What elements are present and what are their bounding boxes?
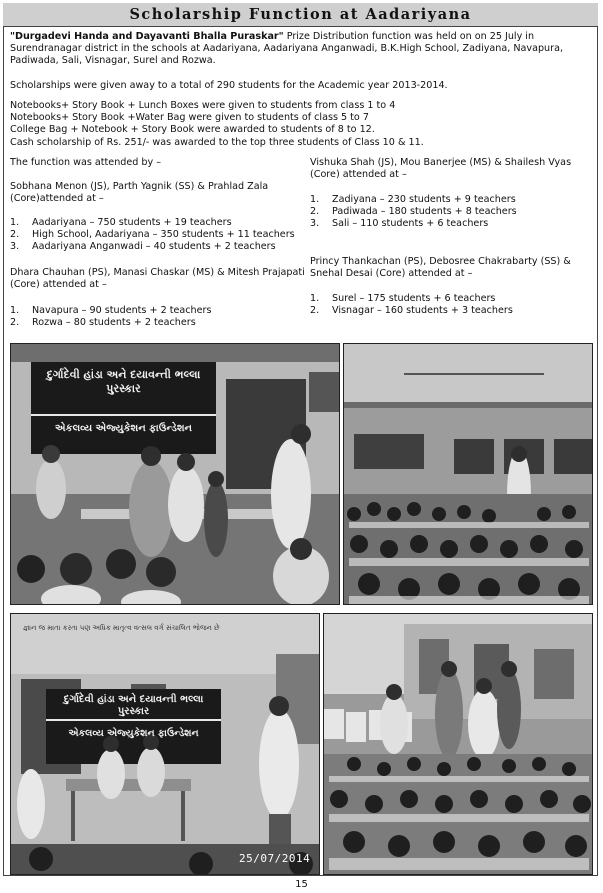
banner-line-1: દુર્ગાદેવી હાંડા અને દયાવન્તી ભલ્લા પુરસ્કાર (46, 368, 201, 395)
list-item: 3. Sali – 110 students + 6 teachers (310, 218, 489, 230)
group2-list (10, 305, 305, 329)
photo-speaker-at-table (10, 613, 320, 875)
list-item: 2. Visnagar – 160 students + 3 teachers (310, 305, 513, 317)
list-item: 1. Aadariyana – 750 students + 19 teachers (10, 217, 232, 228)
photo-students-in-hall (343, 343, 593, 605)
group3-attendees: Vishuka Shah (JS), Mou Banerjee (MS) & Shailesh Vyas (Core) attended at – (310, 157, 572, 181)
wall-text: જ્ઞાન જ માતા કરતા પણ અધિક માતૃત્વ વત્સલ વર્ગ સંચાલિત ભોજન છે (23, 624, 220, 632)
event-text: Prize Distribution function was held on on 25 July in Surendranagar district in the schools at Aadariyana, Aadariyana Anganwadi, B.K.High School, Zadiyana, Navapura, Padiwada, Sali, Visnagar, Surel and Rozwa. (10, 31, 564, 67)
group2-attendees: Dhara Chauhan (PS), Manasi Chaskar (MS) & Mitesh Prajapati (Core) attended at – (10, 267, 305, 291)
award-line: Notebooks+ Story Book +Water Bag were given to students of class 5 to 7 (10, 112, 369, 124)
list-item: 1. Surel – 175 students + 6 teachers (310, 293, 496, 304)
group3-list (310, 194, 595, 231)
group1-attendees: Sobhana Menon (JS), Parth Yagnik (SS) & Prahlad Zala (Core)attended at – (10, 181, 269, 205)
intro-paragraph (10, 31, 594, 68)
list-item: 1. Zadiyana – 230 students + 9 teachers (310, 194, 516, 205)
award-line: Notebooks+ Story Book + Lunch Boxes were given to students from class 1 to 4 (10, 100, 396, 111)
page-number: 15 (295, 879, 308, 890)
award-line: College Bag + Notebook + Story Book were awarded to students of 8 to 12. (10, 124, 375, 136)
photo-image (344, 344, 593, 605)
group4-list (310, 293, 595, 317)
awards-block (10, 100, 594, 149)
banner-line-1: દુર્ગાદેવી હાંડા અને દયાવન્તી ભલ્લા પુરસ્કાર (63, 694, 204, 717)
photo-prize-distribution-stage (10, 343, 340, 605)
scholarships-text: Scholarships were given away to a total of 290 students for the Academic year 2013-2014. (10, 80, 448, 91)
photo-image (324, 614, 593, 875)
event-name: "Durgadevi Handa and Dayavanti Bhalla Puraskar" (10, 31, 284, 42)
list-item: 2. Rozwa – 80 students + 2 teachers (10, 317, 196, 329)
attended-by-text: The function was attended by – (10, 157, 162, 168)
photo-outdoor-gathering (323, 613, 593, 875)
photo-image (11, 614, 320, 875)
list-item: 2. High School, Aadariyana – 350 students + 11 teachers (10, 229, 295, 241)
banner-line-2: એકલવ્ય એજ્યુકેશન ફાઉન્ડેશન (68, 728, 199, 739)
award-line: Cash scholarship of Rs. 251/- was awarded to the top three students of Class 10 & 11. (10, 136, 424, 148)
page-title: Scholarship Function at Aadariyana (3, 3, 598, 27)
group1-list (10, 217, 305, 254)
list-item: 2. Padiwada – 180 students + 8 teachers (310, 206, 517, 218)
banner-line-2: એકલવ્ય એજ્યુકેશન ફાઉન્ડેશન (55, 423, 192, 434)
list-item: 1. Navapura – 90 students + 2 teachers (10, 305, 212, 316)
date-stamp: 25/07/2014 (239, 852, 311, 865)
list-item: 3. Aadariyana Anganwadi – 40 students + 2 teachers (10, 241, 276, 253)
group4-attendees: Princy Thankachan (PS), Debosree Chakrabarty (SS) & Snehal Desai (Core) attended at – (310, 256, 571, 280)
